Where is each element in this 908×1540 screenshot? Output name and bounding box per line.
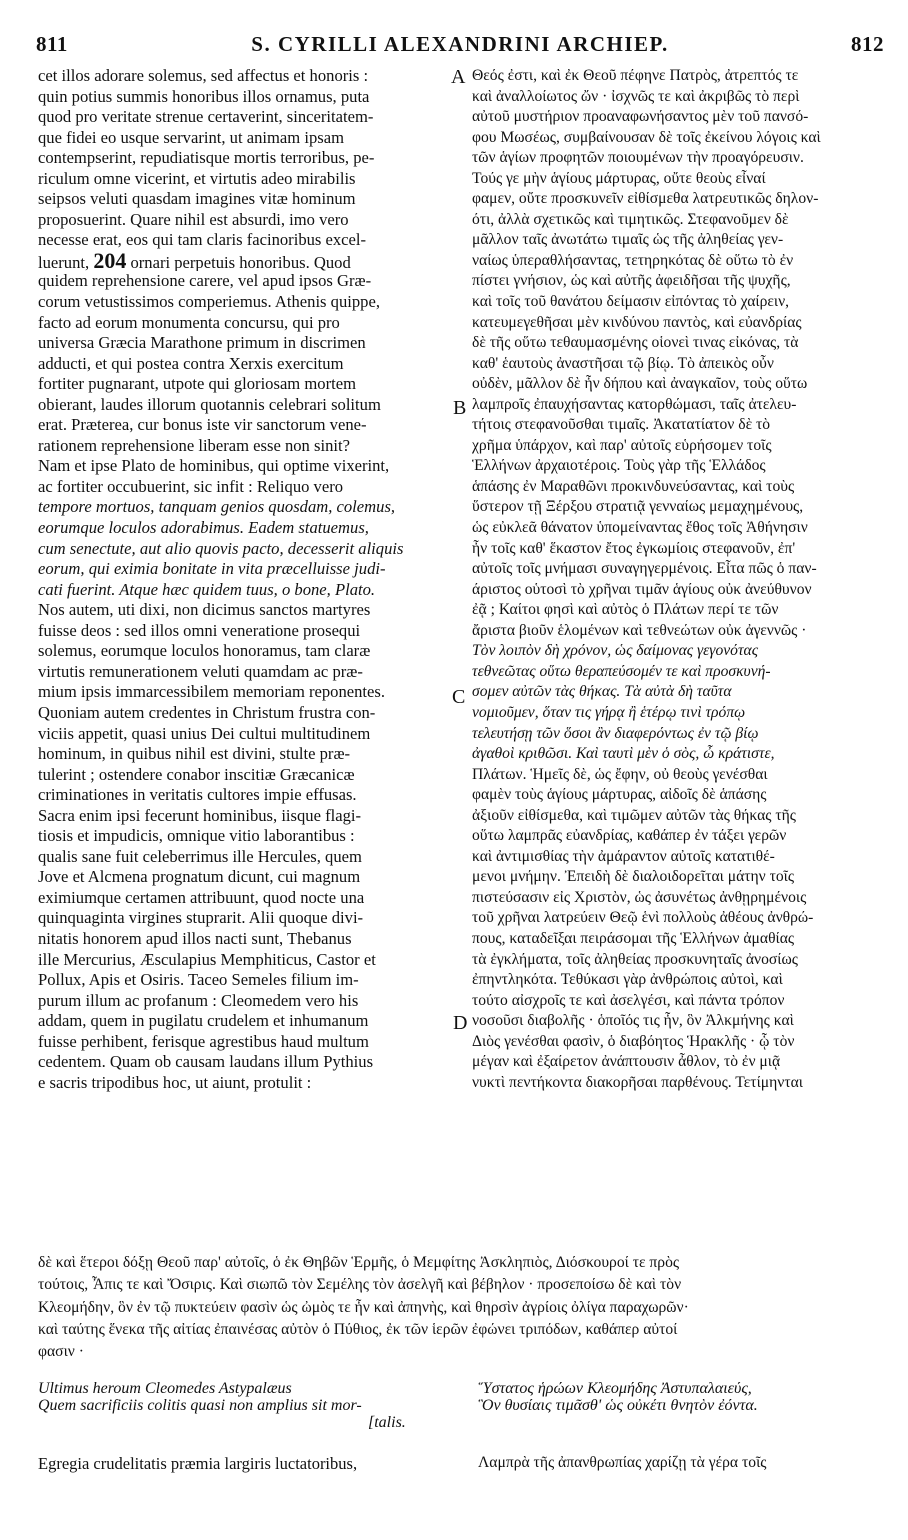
text-line <box>38 1011 448 1032</box>
text-line <box>472 128 886 149</box>
text-line <box>472 66 886 87</box>
text-line <box>38 559 448 580</box>
text-line-content: Jove et Alcmena prognatum dicunt, cui magnum <box>38 867 361 887</box>
text-line <box>38 189 448 210</box>
text-line-content: ἐᾷ ; Καίτοι φησὶ καὶ αὐτὸς ὁ Πλάτων περί τε τῶν <box>472 601 779 619</box>
text-line-content: nitatis honorem apud illos nacti sunt, Thebanus <box>38 928 352 948</box>
text-line-content: καὶ ἀντιμισθίας τὴν ἀμάραντον αὐτοῖς κατατιθέ- <box>472 847 775 865</box>
text-line <box>38 1397 458 1414</box>
text-line <box>38 1297 888 1319</box>
text-line <box>472 374 886 395</box>
text-line-content: quinquaginta virgines stuprarit. Alii quoque divi- <box>38 908 364 928</box>
text-line-content: Quoniam autem credentes in Christum frustra con- <box>38 702 376 722</box>
text-line <box>38 456 448 477</box>
text-line-content: mium ipsis immarcessibilem memoriam reponentes. <box>38 682 386 702</box>
text-line-content: Τὸν λοιπὸν δὴ χρόνον, ὡς δαίμονας γεγονότας <box>472 642 759 660</box>
text-line <box>38 765 448 786</box>
text-line-content: seipsos veluti quasdam imagines vitæ hominum <box>38 189 356 209</box>
text-line-content: καὶ ἀναλλοίωτος ὤν · ἰσχνῶς τε καὶ ἀκριβῶς τὸ περὶ <box>472 87 800 105</box>
text-line-content: fuisse deos : sed illos omni veneratione prosequi <box>38 620 361 640</box>
text-line <box>472 313 886 334</box>
text-line-content: purum illum ac profanum : Cleomedem vero his <box>38 990 359 1010</box>
text-line-content: τεθνεῶτας οὕτω θεραπεύσομέν τε καὶ προσκυνή- <box>472 662 771 680</box>
text-line <box>38 662 448 683</box>
text-line <box>472 456 886 477</box>
text-line-content: virtutis remunerationem veluti quamdam ac præ- <box>38 661 363 681</box>
greek-final-line: Λαμπρὰ τῆς ἀπανθρωπίας χαρίζῃ τὰ γέρα τοῖς <box>478 1454 767 1471</box>
text-line-content: erat. Præterea, cur bonus iste vir sanctorum vene- <box>38 415 367 435</box>
text-line <box>38 682 448 703</box>
text-line <box>38 66 448 87</box>
text-line <box>472 1073 886 1094</box>
text-line-content: que fidei eo usque servarint, ut animam ipsam <box>38 127 344 147</box>
text-line-content: quin potius summis honoribus illos ornamus, puta <box>38 86 370 106</box>
text-line <box>472 908 886 929</box>
text-line-content: Διὸς γενέσθαι φασὶν, ὁ διαβόητος Ἡρακλῆς · ᾧ τὸν <box>472 1032 795 1050</box>
section-marker-b: B <box>453 397 467 419</box>
text-line-content: viciis appetit, quasi unius Dei cultui multitudinem <box>38 723 371 743</box>
text-line-content: τελευτήσῃ τῶν ὅσοι ἂν διαφερόντως ἐν τῷ βίῳ <box>472 724 759 742</box>
text-line <box>38 826 448 847</box>
text-line-content: cet illos adorare solemus, sed affectus et honoris : <box>38 66 369 85</box>
page-number-right: 812 <box>851 32 884 56</box>
text-line-content: νυκτὶ πεντήκοντα διακορῆσαι παρθένους. Τετίμηνται <box>472 1073 803 1091</box>
text-line <box>472 539 886 560</box>
text-line <box>472 867 886 888</box>
text-line-content: cedentem. Quam ob causam laudans illum Pythius <box>38 1052 374 1072</box>
text-line <box>472 724 886 745</box>
text-line <box>472 87 886 108</box>
text-line <box>478 1397 888 1414</box>
text-line <box>472 847 886 868</box>
text-line-content: corum vetustissimos comperiemus. Athenis quippe, <box>38 292 380 312</box>
page-number-left: 811 <box>36 32 68 56</box>
text-line-content: ὕστερον τῇ Ξέρξου στρατιᾷ γενναίως μεμαχημένους, <box>472 498 804 516</box>
text-line-content: facto ad eorum monumenta concursu, qui pro <box>38 312 340 332</box>
text-line <box>472 621 886 642</box>
text-line-content: Sacra enim ipsi fecerunt hominibus, iisque flagi- <box>38 805 362 825</box>
text-line <box>472 806 886 827</box>
text-line-content: Ἑλλήνων ἀρχαιοτέροις. Τοὺς γὰρ τῆς Ἑλλάδος <box>472 457 766 475</box>
text-line <box>38 271 448 292</box>
text-line <box>472 148 886 169</box>
text-line <box>472 826 886 847</box>
text-line <box>38 1252 888 1274</box>
text-line-content: luerunt, <box>38 252 94 272</box>
text-line-content: φου Μωσέως, συμβαίνουσαν δὲ τοῖς ἐκείνου λόγοις καὶ <box>472 128 821 146</box>
text-line <box>472 292 886 313</box>
text-line-tail: ornari perpetuis honoribus. Quod <box>126 252 351 272</box>
text-line-content: rationem reprehensione liberam esse non sinit? <box>38 435 350 455</box>
text-line <box>472 765 886 786</box>
text-line-content: adducti, et qui postea contra Xerxis exercitum <box>38 353 344 373</box>
text-line-content: ἄριστα βιοῦν ἑλομένων καὶ τεθνεώτων οὐκ ἀγεννῶς · <box>472 621 807 639</box>
text-line <box>472 497 886 518</box>
text-line <box>472 744 886 765</box>
text-line <box>38 1073 448 1094</box>
text-line <box>472 415 886 436</box>
section-marker-d: D <box>453 1012 468 1034</box>
text-line-content: πους, καταδεῖξαι πειράσομαι τῆς Ἑλλήνων ἀμαθίας <box>472 929 795 947</box>
text-line <box>38 744 448 765</box>
text-line-content: καὶ ταύτης ἕνεκα τῆς αἰτίας ἐπαινέσας αὐτὸν ὁ Πύθιος, ἐκ τῶν ἱερῶν ἐφώνει τριπόδων, καθάπερ αὐτοί <box>38 1320 678 1338</box>
text-line-content: καὶ τοῖς τοῦ θανάτου δείμασιν εἰπόντας τὸ χαίρειν, <box>472 293 790 311</box>
text-line <box>472 580 886 601</box>
text-line <box>472 189 886 210</box>
text-line-content: τοῦ χρῆναι λατρεύειν Θεῷ ἑνὶ πολλοὺς ἀθέους ἀνθρώ- <box>472 909 814 927</box>
text-line <box>38 641 448 662</box>
text-line <box>38 292 448 313</box>
text-line <box>38 621 448 642</box>
text-line-content: μενοι μνήμην. Ἐπειδὴ δὲ διαλοιδορεῖται μάτην τοῖς <box>472 868 795 886</box>
text-line-content: eorumque loculos adorabimus. Eadem statuemus, <box>38 518 369 538</box>
text-line-content: τούτοις, Ἆπις τε καὶ Ὄσιρις. Καὶ σιωπῶ τὸν Σεμέλης τὸν ἀσελγῆ καὶ βέβηλον · προσεποίσω δὲ καὶ τὸν <box>38 1276 682 1294</box>
text-line-content: Nam et ipse Plato de hominibus, qui optime vixerint, <box>38 456 390 476</box>
running-title: S. CYRILLI ALEXANDRINI ARCHIEP. <box>251 32 669 56</box>
text-line-content: necesse erat, eos qui tam claris facinoribus excel- <box>38 230 367 250</box>
text-line-content: tulerint ; ostendere conabor inscitiæ Græcanicæ <box>38 764 355 784</box>
text-line-content: proposuerint. Quare nihil est absurdi, imo vero <box>38 209 349 229</box>
text-line-content: Ὕστατος ἡρώων Κλεομήδης Ἀστυπαλαιεύς, <box>478 1380 752 1397</box>
text-line <box>472 333 886 354</box>
text-line-content: tempore mortuos, tanquam genios quosdam, colemus, <box>38 497 396 517</box>
text-line <box>38 600 448 621</box>
text-line-content: addam, quem in pugilatu crudelem et inhumanum <box>38 1011 369 1031</box>
text-line <box>38 251 448 272</box>
text-line <box>472 107 886 128</box>
text-line <box>472 1032 886 1053</box>
text-line <box>38 128 448 149</box>
text-line <box>472 1052 886 1073</box>
text-line <box>38 1341 888 1363</box>
text-line-content: δὲ καὶ ἕτεροι δόξῃ Θεοῦ παρ' αὐτοῖς, ὁ ἐκ Θηβῶν Ἑρμῆς, ὁ Μεμφίτης Ἀσκληπιὸς, Διόσκουροί τε πρὸς <box>38 1254 680 1271</box>
text-line <box>38 806 448 827</box>
text-line <box>472 169 886 190</box>
text-line-content: Pollux, Apis et Osiris. Taceo Semeles filium im- <box>38 970 359 990</box>
text-line <box>38 539 448 560</box>
text-line-content: quidem reprehensione carere, vel apud ipsos Græ- <box>38 271 372 291</box>
text-line-content: καθ' ἑαυτοὺς ἀναστῆσαι τῷ βίῳ. Τὸ ἀπεικὸς οὖν <box>472 354 774 372</box>
text-line-content: ὡς εὐκλεᾶ θάνατον ὑπομείναντας ἔθος τοῖς Ἀθήνησιν <box>472 519 808 537</box>
text-line <box>478 1380 888 1397</box>
text-line-content: ἁπάσης ἐν Μαραθῶνι προκινδυνεύσαντας, καὶ τοὺς <box>472 477 795 495</box>
text-line <box>472 888 886 909</box>
text-line-content: ἐπηντληκότα. Τεθύκασι γὰρ ἀνθρώποις αὐτοὶ, καὶ <box>472 971 783 989</box>
text-line <box>38 1319 888 1341</box>
text-line <box>472 230 886 251</box>
text-line <box>472 518 886 539</box>
text-line-content: Θεός ἐστι, καὶ ἐκ Θεοῦ πέφηνε Πατρὸς, ἀτρεπτός τε <box>472 67 799 84</box>
text-line-content: solemus, eorumque loculos honoramus, tam claræ <box>38 641 371 661</box>
latin-column <box>38 66 448 1093</box>
text-line-content: φαμὲν τοὺς ἁγίους μάρτυρας, αἰδοῖς δὲ ἁπάσης <box>472 786 767 804</box>
text-line-content: τήτοις στεφανοῦσθαι τιμαῖς. Ἀκατατίατον δὲ τὸ <box>472 416 771 434</box>
text-line <box>38 703 448 724</box>
text-line-content: ἦν τοῖς καθ' ἕκαστον ἔτος ἐγκωμίοις στεφανοῦν, ἐπ' <box>472 539 796 557</box>
text-line <box>38 1414 458 1431</box>
text-line-content: χρῆμα ὑπάρχον, καὶ παρ' αὐτοῖς εὑρήσομεν τοῖς <box>472 436 772 454</box>
text-line <box>38 436 448 457</box>
text-line-content: δὲ τῆς οὕτω τεθαυμασμένης οἱονεὶ τινας εἰκόνας, τὰ <box>472 334 799 352</box>
text-line <box>38 929 448 950</box>
text-line <box>472 395 886 416</box>
text-line <box>38 867 448 888</box>
text-line-content: eximiumque certamen attribuunt, quod nocte una <box>38 887 365 907</box>
text-line <box>472 436 886 457</box>
text-line-content: ναίως ὑπεραθλήσαντας, τετηρηκότας δὲ οὕτω τὸ ἐν <box>472 251 794 269</box>
text-line <box>38 395 448 416</box>
full-width-greek-text <box>38 1252 888 1363</box>
text-line <box>38 518 448 539</box>
text-line-content: νομιοῦμεν, ὅταν τις γήρᾳ ἢ ἑτέρῳ τινὶ τρόπῳ <box>472 703 746 721</box>
text-line-content: αὐτοῦ μυστήριον προαναφωνήσαντος μὲν τοῦ πανσό- <box>472 108 809 126</box>
text-line <box>472 703 886 724</box>
text-line-content: eorum, qui eximia bonitate in vita præcelluisse judi- <box>38 559 386 579</box>
text-line <box>38 313 448 334</box>
text-line-content: cati fuerint. Atque hæc quidem tuus, o bone, Plato. <box>38 579 376 599</box>
text-line <box>38 374 448 395</box>
text-line-content: οὐδὲν, μᾶλλον δὲ ἦν δήπου καὶ ἀναγκαῖον, τοὺς οὕτω <box>472 375 808 393</box>
text-line-content: fuisse perhibent, ferisque agrestibus haud multum <box>38 1031 369 1051</box>
text-line-content: hominum, in quibus nihil est divini, stulte præ- <box>38 744 351 764</box>
text-line <box>472 991 886 1012</box>
text-line <box>38 230 448 251</box>
text-line <box>38 107 448 128</box>
text-line-content: άριστος οὑτοσὶ τὸ χρῆναι τιμᾶν ἁγίους οὐκ ἀνεύθυνον <box>472 580 812 598</box>
text-line <box>472 1011 886 1032</box>
text-line <box>38 210 448 231</box>
text-line-content: ἀγαθοὶ κριθῶσι. Καὶ ταυτὶ μὲν ὁ σὸς, ὦ κράτιστε, <box>472 745 775 763</box>
text-line-content: νοσοῦσι διαβολῆς · ὁποῖός τις ἦν, ὃν Ἀλκμήνης καὶ <box>472 1012 794 1030</box>
text-line-content: τούτο αἰσχροῖς τε καὶ ἀσελγέσι, καὶ πάντα τρόπον <box>472 991 785 1009</box>
text-line <box>38 908 448 929</box>
text-line <box>472 785 886 806</box>
text-line-content: αὐτοῖς τοῖς μνήμασι συναγηγερμένοις. Εἶτα πῶς ὁ παν- <box>472 560 817 578</box>
section-marker-a: A <box>451 66 466 88</box>
text-line <box>38 354 448 375</box>
text-line-content: riculum omne vicerint, et virtutis adeo mirabilis <box>38 168 356 188</box>
text-line <box>38 497 448 518</box>
text-line <box>38 847 448 868</box>
text-line <box>38 1274 888 1296</box>
text-line-content: ότι, ἀλλὰ σχετικῶς καὶ τιμητικῶς. Στεφανοῦμεν δὲ <box>472 210 789 228</box>
text-line-content: οὕτω λαμπρᾶς εὐανδρίας, καθάπερ ἐν τάξει γερῶν <box>472 827 787 845</box>
greek-verse <box>478 1380 888 1414</box>
text-line-content: Πλάτων. Ἡμεῖς δὲ, ὡς ἔφην, οὐ θεοὺς γενέσθαι <box>472 765 768 783</box>
text-line-content: Ὃν θυσίαις τιμᾶσθ' ὡς οὐκέτι θνητὸν ἐόντα. <box>478 1397 758 1414</box>
text-line <box>38 724 448 745</box>
greek-column <box>472 66 886 1093</box>
text-line <box>472 682 886 703</box>
text-line <box>38 950 448 971</box>
text-line <box>472 559 886 580</box>
text-line-content: cum senectute, aut alio quovis pacto, decesserit aliquis <box>38 538 404 558</box>
text-line <box>38 991 448 1012</box>
text-line <box>38 580 448 601</box>
latin-final-line: Egregia crudelitatis præmia largiris luctatoribus, <box>38 1454 358 1473</box>
text-line-content: πίστει γνήσιον, ὡς καὶ αὐτῆς ἀφειδῆσαι τῆς ψυχῆς, <box>472 272 791 290</box>
text-line-content: μέγαν καὶ ἐξαίρετον ἀνάπτουσιν ἆθλον, τὸ ἐν μιᾷ <box>472 1053 781 1071</box>
text-line-content: contempserint, repudiatisque mortis terroribus, pe- <box>38 148 375 168</box>
text-line-content: ἀξιοῦν εἰθίσμεθα, καὶ τιμῶμεν αὐτῶν τὰς θήκας τῆς <box>472 806 796 824</box>
text-line <box>472 970 886 991</box>
text-line-content: φασιν · <box>38 1343 84 1361</box>
inline-page-number: 204 <box>93 250 127 272</box>
text-line <box>472 929 886 950</box>
text-line-content: ille Mercurius, Æsculapius Memphiticus, Castor et <box>38 949 376 969</box>
text-line-content: λαμπροῖς ἐπαυχήσαντας κατορθώμασι, ταῖς ἀτελευ- <box>472 395 797 413</box>
text-line <box>472 271 886 292</box>
text-line-content: universa Græcia Marathone primum in discrimen <box>38 333 366 353</box>
text-line-content: obierant, laudes illorum quotannis celebrari solitum <box>38 394 381 414</box>
text-line-content: Nos autem, uti dixi, non dicimus sanctos martyres <box>38 600 371 620</box>
text-line-content: τὰ ἐγκλήματα, τοῖς ἀληθείας προσκυνηταῖς ἀνοσίως <box>472 950 798 968</box>
text-line <box>38 148 448 169</box>
text-line <box>472 210 886 231</box>
text-line <box>38 1032 448 1053</box>
text-line-content: [talis. <box>368 1414 406 1431</box>
text-line <box>472 477 886 498</box>
text-line-content: Τούς γε μὴν ἁγίους μάρτυρας, οὔτε θεοὺς εἶναί <box>472 169 766 187</box>
text-line-content: ac fortiter occubuerint, sic infit : Reliquo vero <box>38 476 344 496</box>
text-line-content: φαμεν, οὔτε προσκυνεῖν εἰθίσμεθα λατρευτικῶς δηλον- <box>472 190 819 208</box>
text-line-content: σομεν αὐτῶν τὰς θήκας. Τὰ αὐτὰ δὴ ταῦτα <box>472 683 732 701</box>
text-line-content: κατευμεγεθῆσαι μὲν κινδύνου παντὸς, καὶ εὐανδρίας <box>472 313 802 331</box>
text-line <box>38 785 448 806</box>
section-marker-c: C <box>452 686 466 708</box>
text-line <box>38 333 448 354</box>
text-line <box>38 888 448 909</box>
text-line <box>38 87 448 108</box>
text-line-content: tiosis et impudicis, omnique vitio laborantibus : <box>38 826 355 846</box>
text-line-content: τῶν ἁγίων προφητῶν ποιουμένων τὴν προαγόρευσιν. <box>472 149 804 167</box>
text-line <box>38 1052 448 1073</box>
text-line <box>38 970 448 991</box>
text-line-content: quod pro veritate strenue certaverint, sinceritatem- <box>38 107 374 127</box>
text-line-content: e sacris tripodibus hoc, ut aiunt, protulit : <box>38 1072 312 1092</box>
text-line-content: qualis sane fuit celeberrimus ille Hercules, quem <box>38 846 362 866</box>
text-line-content: criminationes in veritatis cultores impie effusas. <box>38 785 357 805</box>
latin-verse <box>38 1380 458 1431</box>
text-line-content: πιστεύσασιν εἰς Χριστὸν, ὡς ἀσυνέτως ἀνθῃρημένοις <box>472 888 807 906</box>
text-line <box>472 950 886 971</box>
text-line <box>472 354 886 375</box>
text-line-content: μᾶλλον ταῖς ἀνωτάτω τιμαῖς ὡς τῆς ἀληθείας γεν- <box>472 231 784 249</box>
text-line-content: Ultimus heroum Cleomedes Astypalæus <box>38 1380 292 1397</box>
text-line <box>38 477 448 498</box>
text-line <box>38 169 448 190</box>
text-line <box>38 415 448 436</box>
running-header <box>36 32 884 64</box>
text-line <box>38 1380 458 1397</box>
text-line-content: Κλεομήδην, ὃν ἐν τῷ πυκτεύειν φασὶν ὡς ὠμὸς τε ἦν καὶ ἀπηνὴς, καὶ θηρσὶν ἀγρίοις ὀλίγα παραχωρῶν· <box>38 1298 689 1316</box>
text-line <box>472 600 886 621</box>
text-line <box>472 662 886 683</box>
text-line <box>472 641 886 662</box>
text-line-content: Quem sacrificiis colitis quasi non amplius sit mor- <box>38 1397 362 1414</box>
text-line-content: fortiter pugnarant, utpote qui gloriosam mortem <box>38 374 356 394</box>
text-line <box>472 251 886 272</box>
